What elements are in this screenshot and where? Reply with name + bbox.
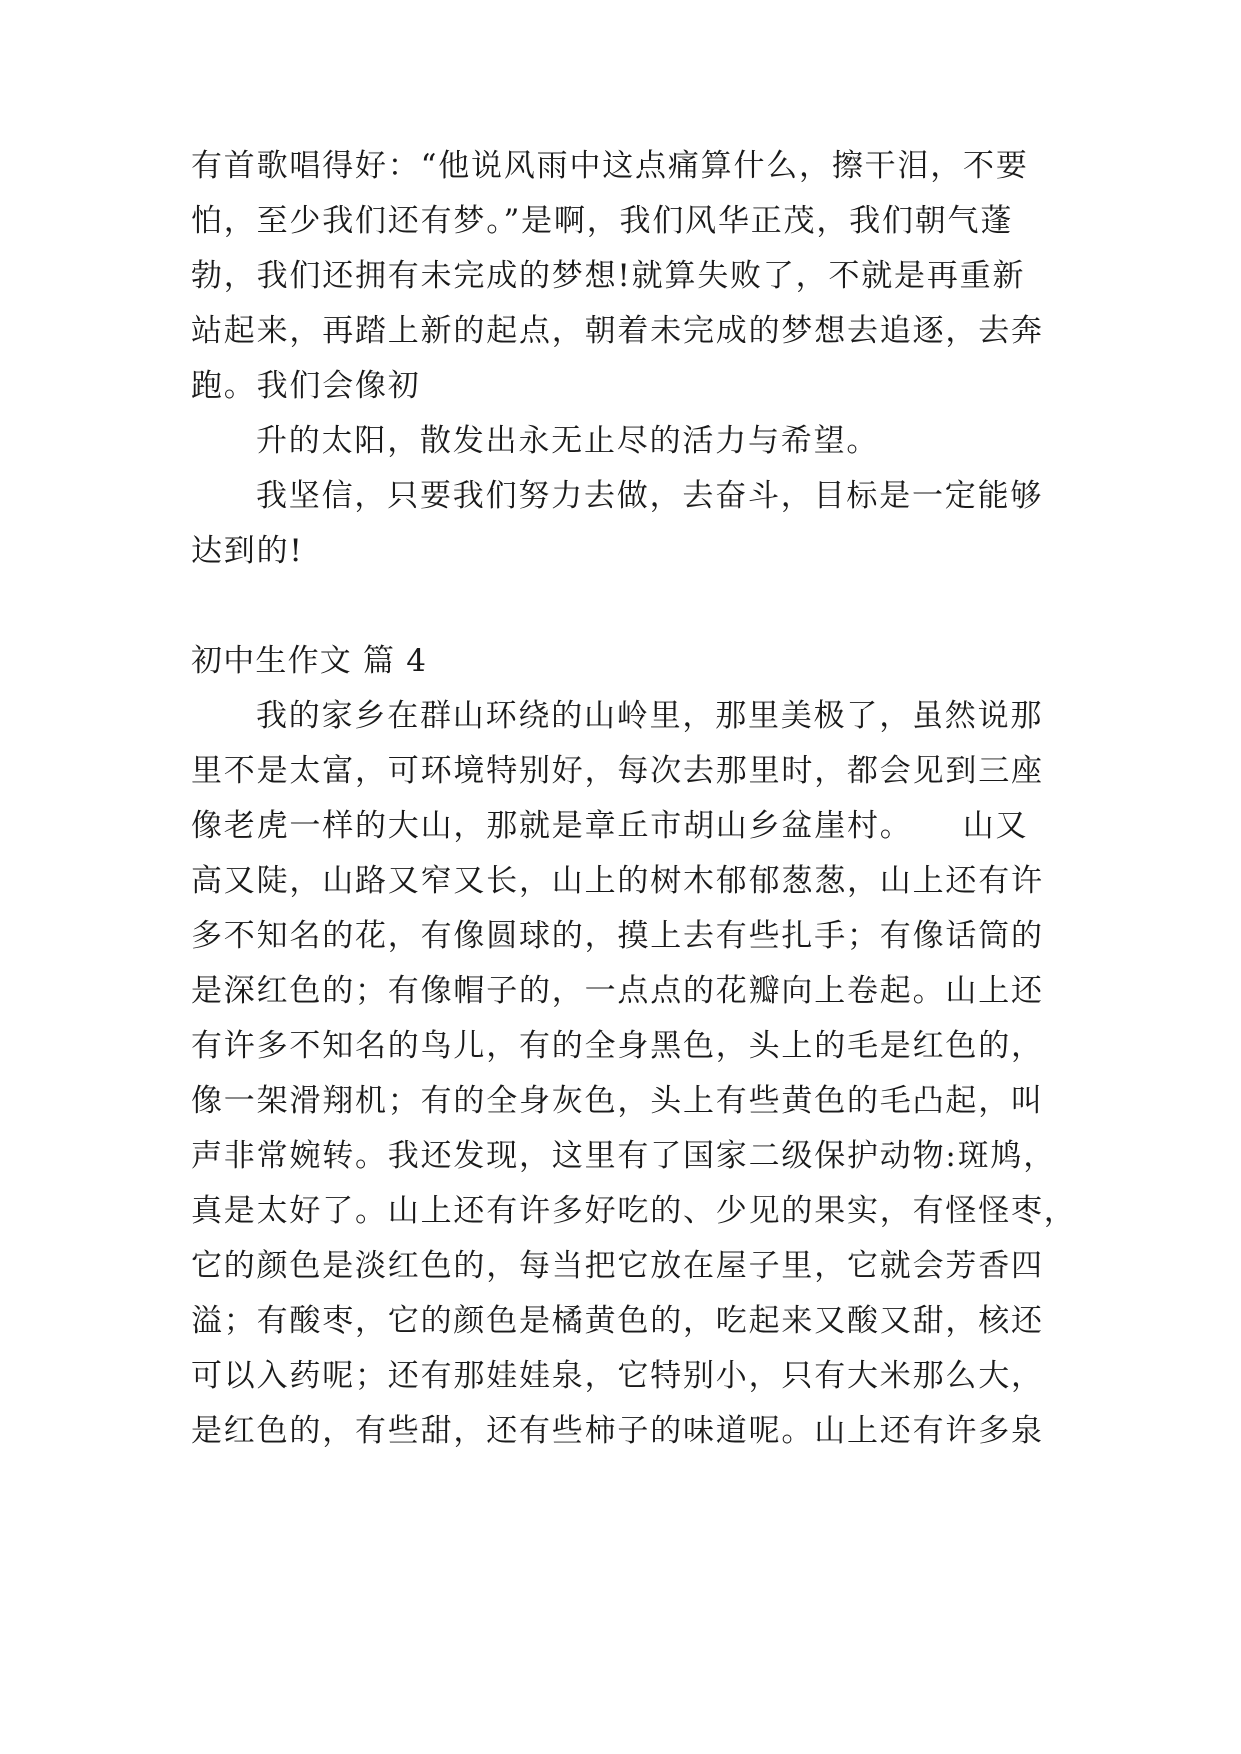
paragraph-line: 有首歌唱得好：“他说风雨中这点痛算什么，擦干泪，不要 bbox=[191, 148, 1029, 184]
paragraph-line: 像一架滑翔机；有的全身灰色，头上有些黄色的毛凸起，叫 bbox=[191, 1083, 1044, 1119]
paragraph-line: 有许多不知名的鸟儿，有的全身黑色，头上的毛是红色的， bbox=[191, 1028, 1044, 1064]
paragraph-line: 我的家乡在群山环绕的山岭里，那里美极了，虽然说那 bbox=[256, 698, 1044, 734]
paragraph-line: 它的颜色是淡红色的，每当把它放在屋子里，它就会芳香四 bbox=[191, 1248, 1044, 1284]
paragraph-line: 真是太好了。山上还有许多好吃的、少见的果实，有怪怪枣， bbox=[191, 1193, 1077, 1229]
paragraph-line: 站起来，再踏上新的起点，朝着未完成的梦想去追逐，去奔 bbox=[191, 313, 1044, 349]
paragraph-line: 像老虎一样的大山，那就是章丘市胡山乡盆崖村。 山又 bbox=[191, 808, 1029, 844]
paragraph-line: 多不知名的花，有像圆球的，摸上去有些扎手；有像话筒的 bbox=[191, 918, 1044, 954]
paragraph-line: 达到的! bbox=[191, 533, 304, 569]
paragraph-line: 勃，我们还拥有未完成的梦想!就算失败了，不就是再重新 bbox=[191, 258, 1026, 294]
paragraph-line: 是深红色的；有像帽子的，一点点的花瓣向上卷起。山上还 bbox=[191, 973, 1044, 1009]
paragraph-line: 可以入药呢；还有那娃娃泉，它特别小，只有大米那么大， bbox=[191, 1358, 1044, 1394]
paragraph-line: 我坚信，只要我们努力去做，去奋斗，目标是一定能够 bbox=[256, 478, 1044, 514]
paragraph-line: 溢；有酸枣，它的颜色是橘黄色的，吃起来又酸又甜，核还 bbox=[191, 1303, 1044, 1339]
paragraph-line: 是红色的，有些甜，还有些柿子的味道呢。山上还有许多泉 bbox=[191, 1413, 1044, 1449]
paragraph-line: 里不是太富，可环境特别好，每次去那里时，都会见到三座 bbox=[191, 753, 1044, 789]
paragraph-line: 怕，至少我们还有梦。”是啊，我们风华正茂，我们朝气蓬 bbox=[191, 203, 1014, 239]
essay-heading: 初中生作文 篇 4 bbox=[191, 643, 428, 679]
paragraph-line: 跑。我们会像初 bbox=[191, 368, 421, 404]
paragraph-line: 高又陡，山路又窄又长，山上的树木郁郁葱葱，山上还有许 bbox=[191, 863, 1044, 899]
paragraph-line: 升的太阳，散发出永无止尽的活力与希望。 bbox=[256, 423, 880, 459]
paragraph-line: 声非常婉转。我还发现，这里有了国家二级保护动物:斑鸠， bbox=[191, 1138, 1057, 1174]
